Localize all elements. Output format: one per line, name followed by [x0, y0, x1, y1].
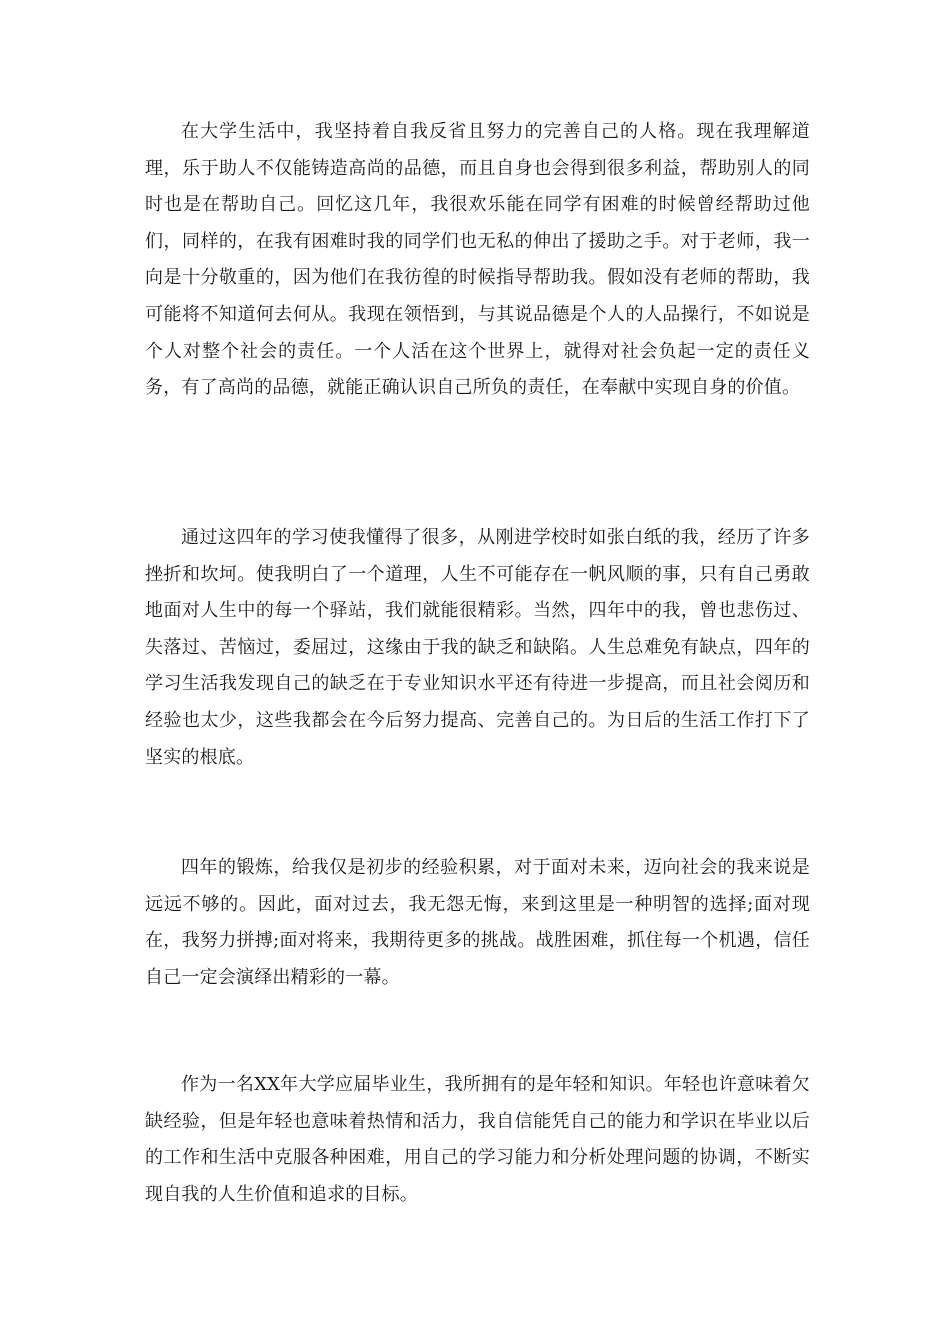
- paragraph-1: 在大学生活中，我坚持着自我反省且努力的完善自己的人格。现在我理解道理，乐于助人不仅能铸造高尚的品德，而且自身也会得到很多利益，帮助别人的同时也是在帮助自己。回忆这几年，我很欢乐能在同学有困难的时候曾经帮助过他们，同样的，在我有困难时我的同学们也无私的伸出了援助之手。对于老师，我一向是十分敬重的，因为他们在我彷徨的时候指导帮助我。假如没有老师的帮助，我可能将不知道何去何从。我现在领悟到，与其说品德是个人的人品操行，不如说是个人对整个社会的责任。一个人活在这个世界上，就得对社会负起一定的责任义务，有了高尚的品德，就能正确认识自己所负的责任，在奉献中实现自身的价值。: [145, 121, 810, 399]
- paragraph-4: 作为一名XX年大学应届毕业生，我所拥有的是年轻和知识。年轻也许意味着欠缺经验，但是年轻也意味着热情和活力，我自信能凭自己的能力和学识在毕业以后的工作和生活中克服各种困难，用自己的学习能力和分析处理问题的协调，不断实现自我的人生价值和追求的目标。: [145, 1074, 810, 1205]
- paragraph-2: 通过这四年的学习使我懂得了很多，从刚进学校时如张白纸的我，经历了许多挫折和坎坷。使我明白了一个道理，人生不可能存在一帆风顺的事，只有自己勇敢地面对人生中的每一个驿站，我们就能很精彩。当然，四年中的我，曾也悲伤过、失落过、苦恼过，委屈过，这缘由于我的缺乏和缺陷。人生总难免有缺点，四年的学习生活我发现自己的缺乏在于专业知识水平还有待进一步提高，而且社会阅历和经验也太少，这些我都会在今后努力提高、完善自己的。为日后的生活工作打下了坚实的根底。: [145, 527, 810, 768]
- paragraph-3: 四年的锻炼，给我仅是初步的经验积累，对于面对未来，迈向社会的我来说是远远不够的。因此，面对过去，我无怨无悔，来到这里是一种明智的选择;面对现在，我努力拼搏;面对将来，我期待更多的挑战。战胜困难，抓住每一个机遇，信任自己一定会演绎出精彩的一幕。: [145, 857, 810, 988]
